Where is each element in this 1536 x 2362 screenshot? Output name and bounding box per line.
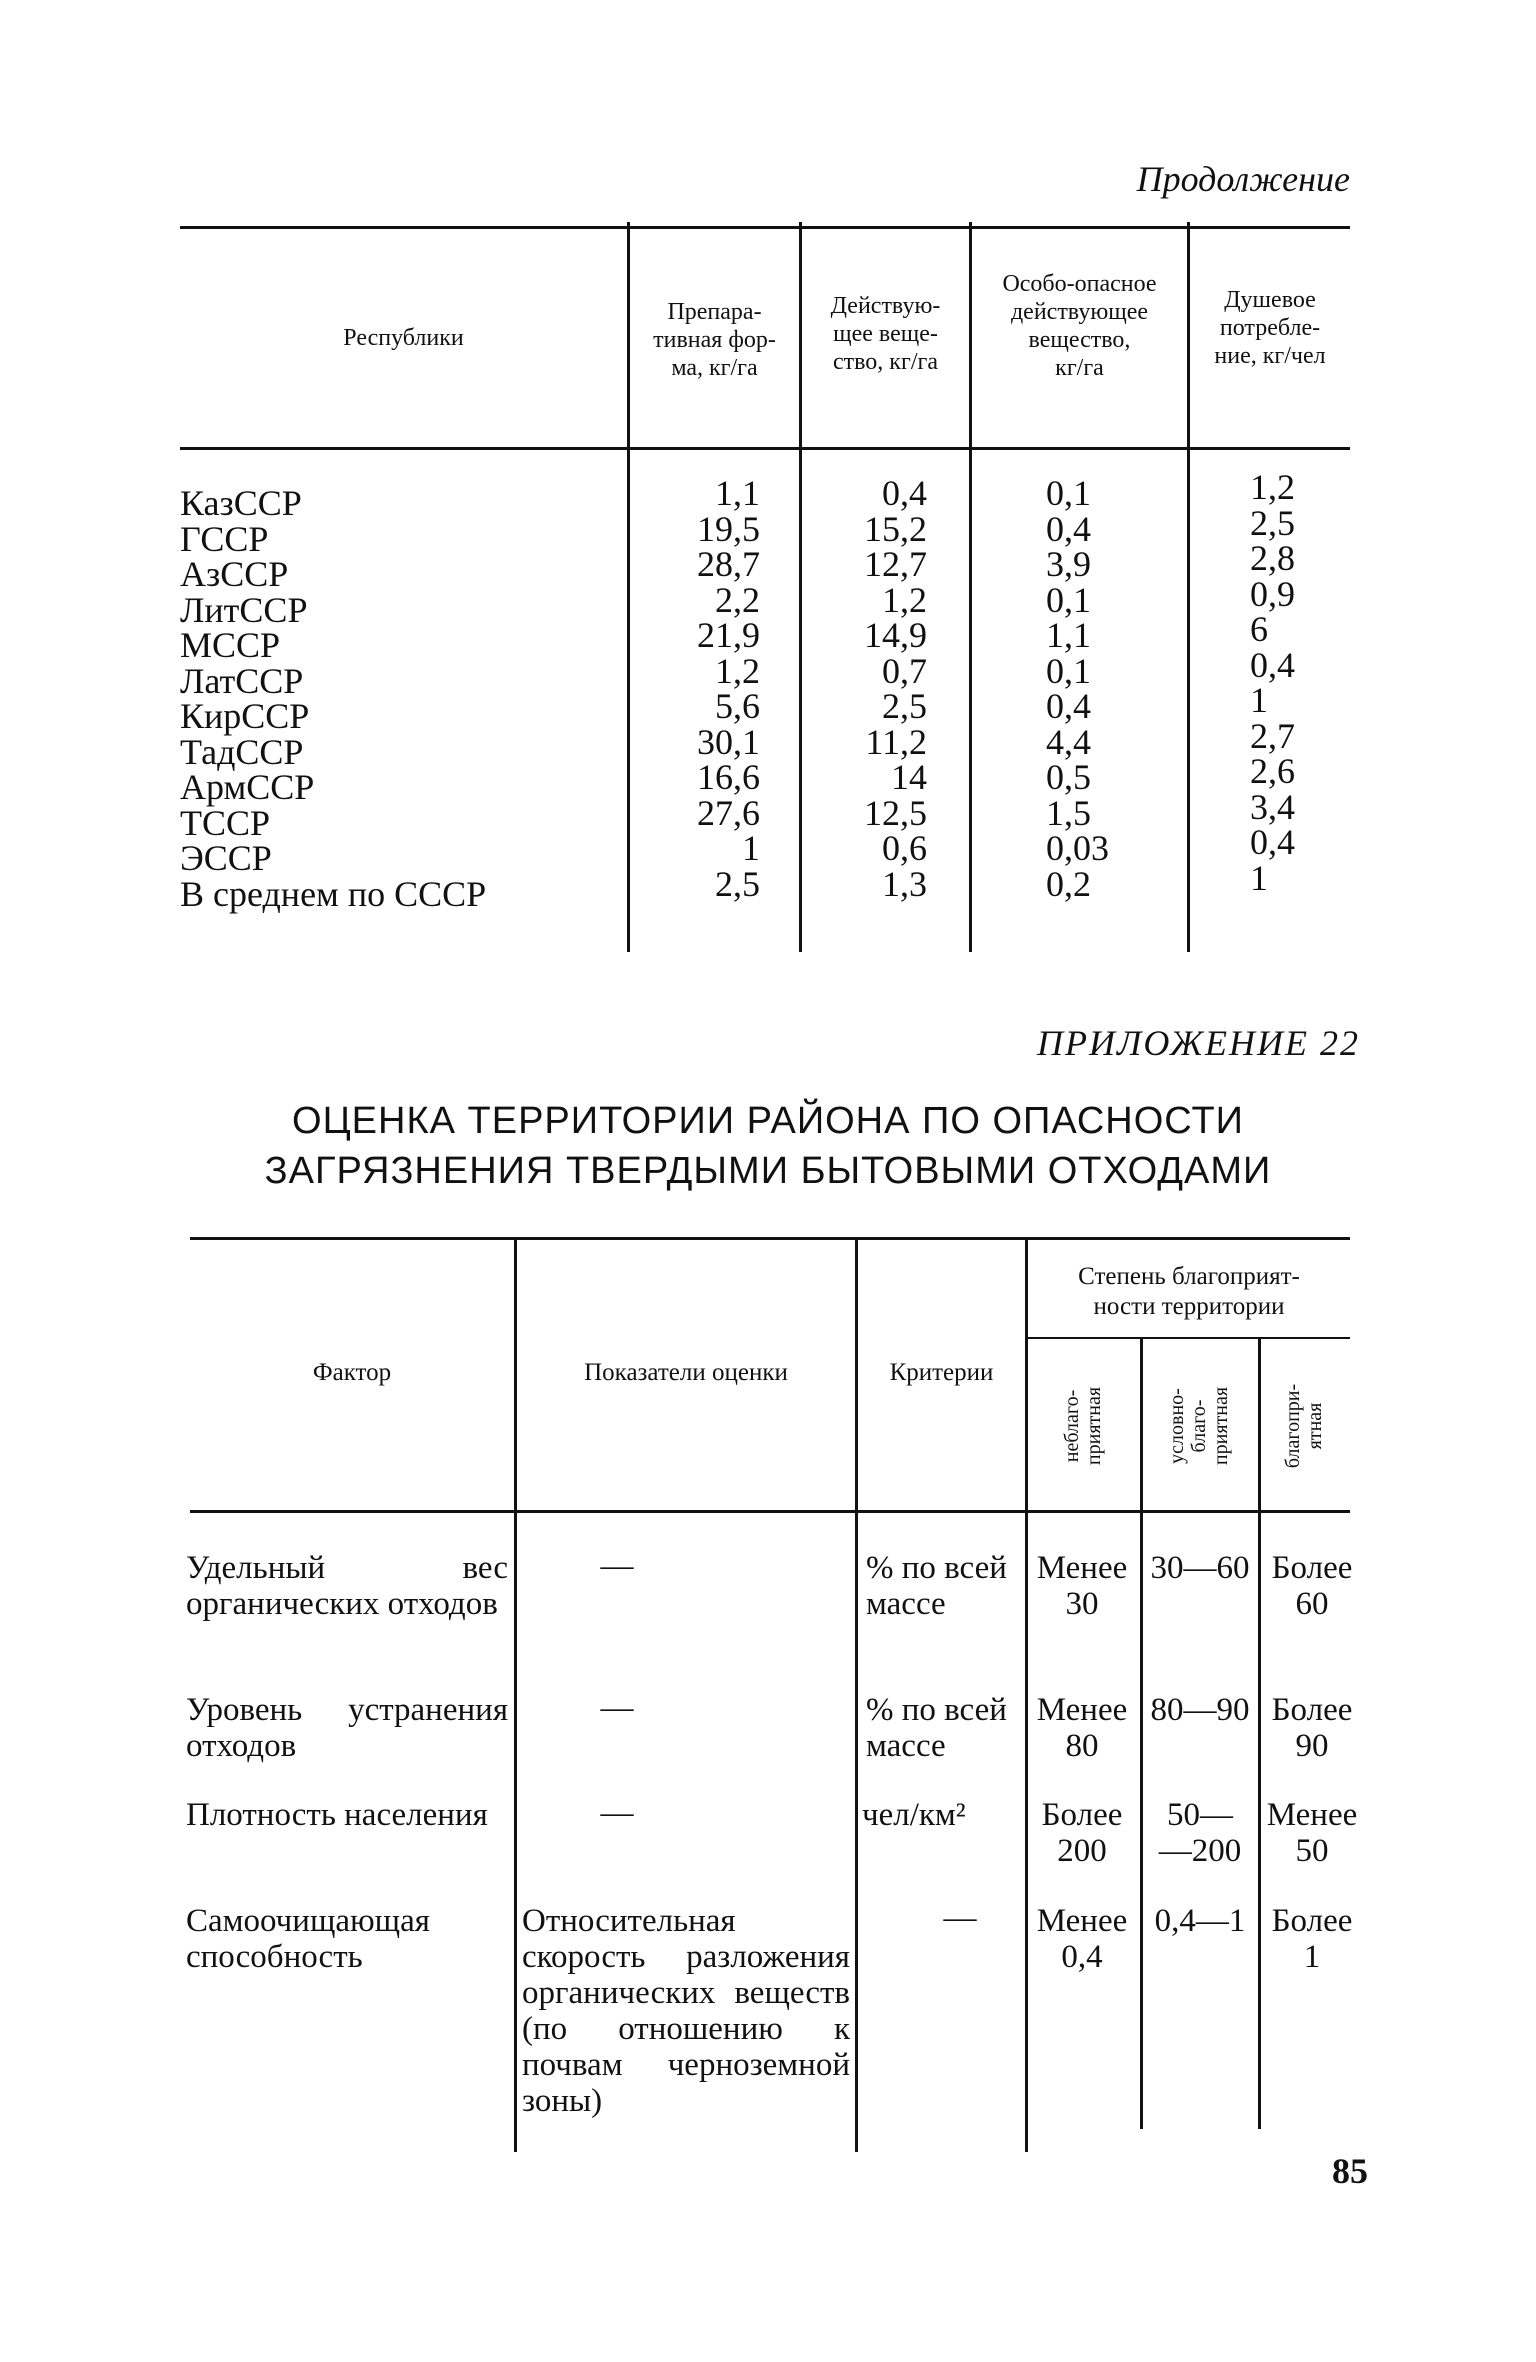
row1-favorable: Более 60 (1271, 1550, 1353, 1622)
table2-divider (1140, 1339, 1143, 2129)
per-capita-column: 1,2 2,5 2,8 0,9 6 0,4 1 2,7 2,6 3,4 0,4 1 (1250, 467, 1295, 898)
row1-conditional: 30—60 (1150, 1550, 1250, 1586)
row1-factor: Удельный вес органических отходов (186, 1550, 508, 1622)
page-number: 85 (1332, 2151, 1368, 2191)
table1-header-rule (180, 447, 1350, 450)
row4-criteria: — (943, 1900, 977, 1936)
row1-criteria: % по всей массе (866, 1550, 1007, 1622)
header-degree: Степень благоприят- ности территории (1078, 1263, 1300, 1320)
row2-indicator: — (600, 1690, 634, 1726)
row2-factor: Уровень устранения отходов (186, 1692, 508, 1764)
table2-header-rule (190, 1510, 1350, 1513)
row3-unfavorable: Более 200 (1041, 1797, 1123, 1869)
row4-unfavorable: Менее 0,4 (1036, 1903, 1128, 1975)
row1-unfavorable: Менее 30 (1036, 1550, 1128, 1622)
header-hazardous-substance: Особо-опасное действующее вещество, кг/га (1002, 271, 1157, 381)
table2-top-rule (190, 1237, 1350, 1240)
row3-indicator: — (600, 1795, 634, 1831)
header-republics: Республики (343, 325, 464, 351)
header-indicators: Показатели оценки (584, 1359, 788, 1386)
row3-factor: Плотность населения (186, 1797, 488, 1833)
header-per-capita: Душевое потребле- ние, кг/чел (1214, 287, 1326, 369)
row4-favorable: Более 1 (1271, 1903, 1353, 1975)
row4-factor: Самоочищающая способность (186, 1903, 430, 1975)
row3-conditional: 50— —200 (1158, 1797, 1242, 1869)
header-unfavorable: неблаго- приятная (1061, 1386, 1105, 1466)
appendix-label: ПРИЛОЖЕНИЕ 22 (1037, 1023, 1360, 1063)
row2-unfavorable: Менее 80 (1036, 1692, 1128, 1764)
hazardous-substance-column: 0,1 0,4 3,9 0,1 1,1 0,1 0,4 4,4 0,5 1,5 0,03 0,2 (1046, 473, 1109, 904)
header-criteria: Критерии (889, 1359, 994, 1386)
row4-indicator: Относительная скорость разложения органических веществ (по отношению к почвам черноземной зоны) (522, 1903, 850, 2119)
header-active-substance: Действую- щее веще- ство, кг/га (830, 293, 941, 375)
appendix-title-line2: ЗАГРЯЗНЕНИЯ ТВЕРДЫМИ БЫТОВЫМИ ОТХОДАМИ (264, 1150, 1272, 1192)
row1-indicator: — (600, 1548, 634, 1584)
appendix-title-line1: ОЦЕНКА ТЕРРИТОРИИ РАЙОНА ПО ОПАСНОСТИ (292, 1100, 1244, 1142)
header-favorable: благопри- ятная (1282, 1383, 1326, 1469)
table2-divider (1258, 1339, 1261, 2129)
header-factor: Фактор (312, 1359, 392, 1386)
row3-criteria: чел/км² (862, 1797, 966, 1833)
prep-form-column: 1,1 19,5 28,7 2,2 21,9 1,2 5,6 30,1 16,6 27,6 1 2,5 (697, 473, 760, 904)
row3-favorable: Менее 50 (1266, 1797, 1358, 1869)
header-prep-form: Препара- тивная фор- ма, кг/га (653, 299, 776, 381)
row2-criteria: % по всей массе (866, 1692, 1007, 1764)
active-substance-column: 0,4 15,2 12,7 1,2 14,9 0,7 2,5 11,2 14 12,5 0,6 1,3 (864, 473, 927, 904)
table1-top-rule (180, 226, 1350, 229)
row2-conditional: 80—90 (1150, 1692, 1250, 1728)
header-conditional: условно- благо- приятная (1166, 1386, 1232, 1466)
table2-degree-rule (1028, 1337, 1350, 1339)
row2-favorable: Более 90 (1271, 1692, 1353, 1764)
row4-conditional: 0,4—1 (1154, 1903, 1246, 1939)
continuation-label: Продолжение (1136, 159, 1350, 199)
republics-column: КазССР ГССР АзССР ЛитССР МССР ЛатССР КирССР ТадССР АрмССР ТССР ЭССР В среднем по СССР (180, 483, 487, 914)
